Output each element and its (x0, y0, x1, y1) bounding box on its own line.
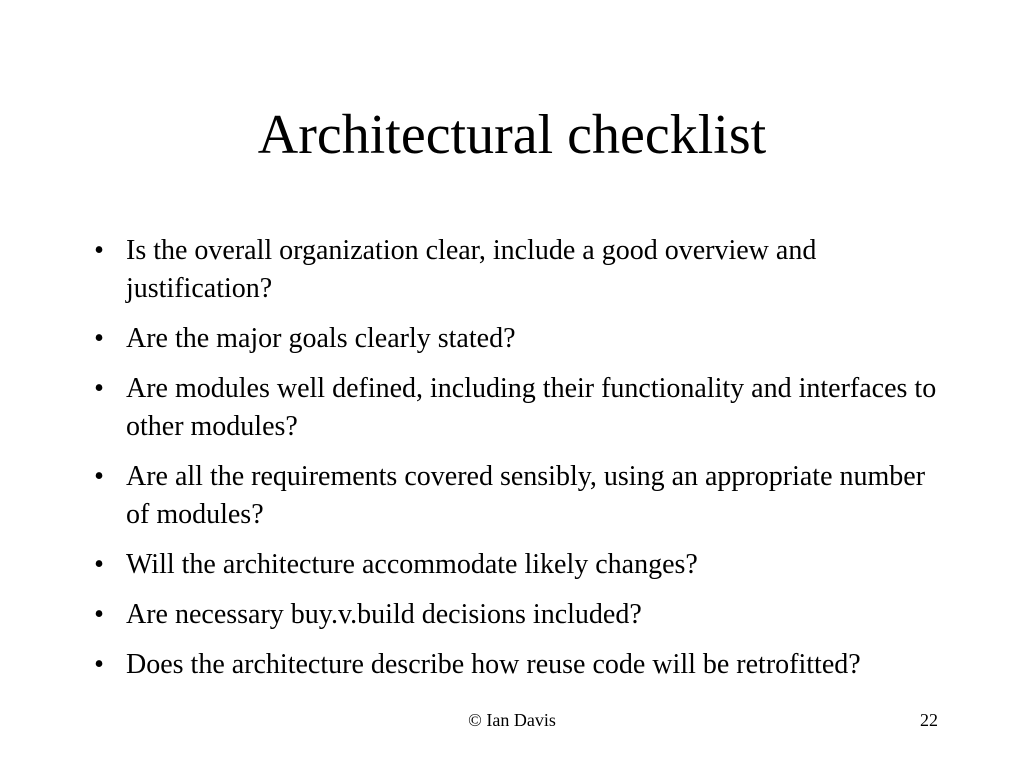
bullet-text: Is the overall organization clear, include a good overview and justification? (126, 235, 817, 304)
bullet-icon: • (94, 461, 104, 492)
footer-copyright: © Ian Davis (468, 710, 556, 730)
bullet-text: Does the architecture describe how reuse code will be retrofitted? (126, 649, 861, 680)
bullet-text: Will the architecture accommodate likely changes? (126, 549, 698, 580)
bullet-item (84, 646, 954, 684)
bullet-item (84, 232, 954, 308)
bullet-item (84, 596, 954, 634)
bullet-item (84, 370, 954, 446)
bullet-text: Are necessary buy.v.build decisions included? (126, 599, 642, 630)
slide-title: Architectural checklist (257, 104, 767, 166)
bullet-item (84, 458, 954, 534)
bullet-icon: • (94, 323, 104, 354)
bullet-item (84, 546, 954, 584)
page-number: 22 (920, 710, 938, 730)
bullet-list (84, 232, 954, 696)
bullet-icon: • (94, 549, 104, 580)
bullet-icon: • (94, 599, 104, 630)
bullet-text: Are modules well defined, including their functionality and interfaces to other modules? (126, 373, 937, 442)
bullet-icon: • (94, 235, 104, 266)
bullet-item (84, 320, 954, 358)
bullet-icon: • (94, 373, 104, 404)
bullet-text: Are all the requirements covered sensibly, using an appropriate number of modules? (126, 461, 926, 530)
bullet-text: Are the major goals clearly stated? (126, 323, 516, 354)
bullet-icon: • (94, 649, 104, 680)
